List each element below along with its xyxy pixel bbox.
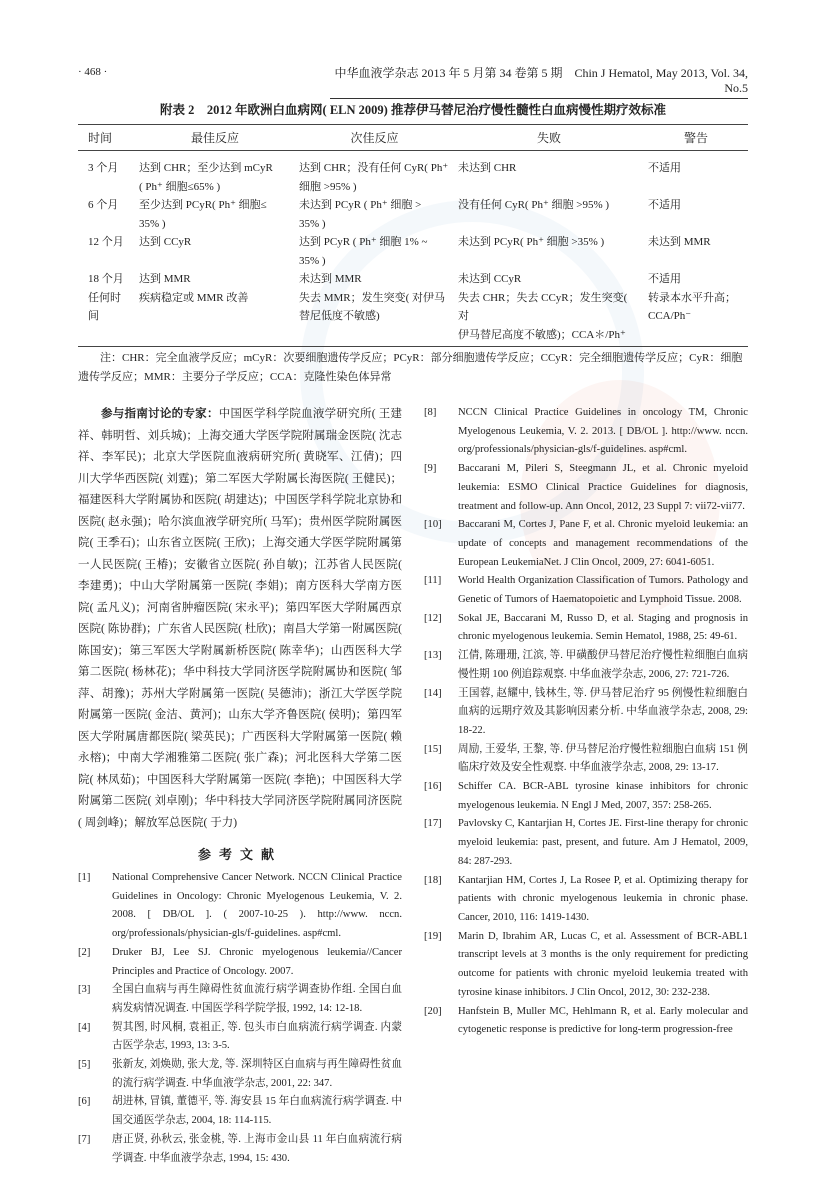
reference-text: 王国蓉, 赵耀中, 钱林生, 等. 伊马替尼治疗 95 例慢性粒细胞白血病的远期疗效及其影响因素分析. 中华血液学杂志, 2008, 29: 18-22. — [458, 687, 748, 736]
table-cell: 达到 PCyR ( Ph⁺ 细胞 1% ~ 35% ) — [299, 236, 428, 267]
table-cell: 不适用 — [648, 273, 681, 285]
table-cell: 达到 CHR；没有任何 CyR( Ph⁺ 细胞 >95% ) — [299, 162, 449, 193]
references-heading: 参考文献 — [197, 847, 282, 862]
reference-text: Druker BJ, Lee SJ. Chronic myelogenous leukemia//Cancer Principles and Practice of Oncology. 2007. — [112, 946, 402, 977]
reference-text: Sokal JE, Baccarani M, Russo D, et al. Staging and prognosis in chronic myelogenous leukemia. Semin Hematol, 1988, 25: 49-61. — [458, 612, 748, 643]
table-cell: 未达到 PCyR ( Ph⁺ 细胞 > 35% ) — [299, 199, 422, 230]
reference-text: 周励, 王爱华, 王黎, 等. 伊马替尼治疗慢性粒细胞白血病 151 例临床疗效及安全性观察. 中华血液学杂志, 2008, 29: 13-17. — [458, 743, 748, 774]
reference-item — [424, 572, 748, 609]
experts-label: 参与指南讨论的专家： — [101, 408, 219, 420]
reference-item — [424, 516, 748, 572]
reference-number: [8] — [424, 407, 437, 418]
reference-number: [16] — [424, 781, 442, 793]
reference-number: [9] — [424, 463, 437, 475]
table-cell: 18 个月 — [88, 273, 124, 285]
reference-item — [424, 685, 748, 741]
table-body — [78, 151, 748, 347]
reference-text: 张新友, 刘焕勋, 张大龙, 等. 深圳特区白血病与再生障碍性贫血的流行病学调查. 中华血液学杂志, 2001, 22: 347. — [112, 1059, 402, 1089]
reference-number: [11] — [424, 575, 442, 587]
table-cell: 未达到 MMR — [299, 273, 362, 285]
reference-item — [424, 778, 748, 815]
references-right-column — [424, 404, 748, 1040]
reference-text: 全国白血病与再生障碍性贫血流行病学调查协作组. 全国白血病发病情况调查. 中国医学科学院学报, 1992, 14: 12-18. — [112, 984, 402, 1014]
table-cell: 达到 CCyR — [139, 236, 192, 248]
table-row — [78, 151, 748, 197]
column-header: 次佳反应 — [295, 125, 454, 151]
reference-item — [424, 404, 748, 460]
reference-item — [78, 1019, 402, 1056]
reference-text: Baccarani M, Pileri S, Steegmann JL, et al. Chronic myeloid leukemia: ESMO Clinical Practice Guidelines for diagnosis, treatment and follow-up. Ann Oncol, 2012, 23 Suppl 7: vii72-vii77. — [458, 463, 748, 512]
reference-number: [7] — [78, 1133, 91, 1145]
reference-number: [13] — [424, 650, 442, 662]
reference-number: [6] — [78, 1096, 91, 1108]
reference-text: 贺其图, 时风桐, 袁祖正, 等. 包头市白血病流行病学调查. 内蒙古医学杂志, 1993, 13: 3-5. — [112, 1021, 402, 1052]
reference-number: [17] — [424, 818, 442, 830]
reference-text: Pavlovsky C, Kantarjian H, Cortes JE. First-line therapy for chronic myeloid leukemia: past, present, and future. Am J Hematol, 2009, 84: 287-293. — [458, 818, 748, 867]
table-cell: 未达到 PCyR( Ph⁺ 细胞 >35% ) — [458, 236, 605, 248]
table-cell: 3 个月 — [88, 162, 119, 174]
table-cell: 任何时间 — [88, 291, 121, 322]
reference-text: World Health Organization Classification of Tumors. Pathology and Genetic of Tumors of Haematopoietic and Lymphoid Tissue. 2008. — [458, 575, 748, 606]
response-criteria-table — [78, 124, 748, 347]
table-row — [78, 270, 748, 289]
reference-number: [18] — [424, 874, 442, 886]
table-note: 注：CHR：完全血液学反应；mCyR：次要细胞遗传学反应；PCyR：部分细胞遗传学反应；CCyR：完全细胞遗传学反应；CyR：细胞遗传学反应；MMR：主要分子学反应；CCA：克隆性染色体异常 — [78, 352, 743, 383]
reference-number: [2] — [78, 946, 91, 958]
table-cell: 不适用 — [648, 199, 681, 211]
reference-item — [424, 460, 748, 516]
table-row — [78, 196, 748, 233]
reference-item — [424, 1003, 748, 1040]
column-header: 警告 — [644, 125, 748, 151]
reference-text: Hanfstein B, Muller MC, Hehlmann R, et al. Early molecular and cytogenetic response is predictive for long-term progression-free — [458, 1005, 748, 1036]
table-cell: 达到 CHR；至少达到 mCyR ( Ph⁺ 细胞≤65% ) — [139, 162, 273, 193]
reference-text: Baccarani M, Cortes J, Pane F, et al. Chronic myeloid leukemia: an update of concepts and management recommendations of the European LeukemiaNet. J Clin Oncol, 2009, 27: 6041-6051. — [458, 519, 748, 568]
column-header: 时间 — [78, 125, 135, 151]
table-cell: 未达到 CCyR — [458, 273, 522, 285]
reference-number: [3] — [78, 984, 91, 996]
table-title: 附表 2 2012 年欧洲白血病网( ELN 2009) 推荐伊马替尼治疗慢性髓性白血病慢性期疗效标准 — [160, 103, 666, 117]
reference-text: Kantarjian HM, Cortes J, La Rosee P, et al. Optimizing therapy for patients with chronic myelogenous leukemia in chronic phase. Cancer, 2010, 116: 1419-1430. — [458, 874, 748, 923]
reference-item — [424, 928, 748, 1003]
reference-number: [19] — [424, 930, 442, 942]
experts-text: 中国医学科学院血液学研究所( 王建祥、韩明哲、刘兵城)；上海交通大学医学院附属瑞金医院( 沈志祥、李军民)；北京大学医院血液病研究所( 黄晓军、江倩)；四川大学华西医院( 刘霆)；第二军医大学附属长海医院( 王健民)；福建医科大学附属协和医院( 胡建达)；中国医学科学院北京协和医院( 赵永强)；哈尔滨血液学研究所( 马军)；贵州医学院附属医院( 王季石)；山东省立医院( 王欣)；上海交通大学医学院附属第一人民医院( 王椿)；安徽省立医院( 孙自敏)；江苏省人民医院( 李建勇)；中山大学附属第一医院( 李娟)；南方医科大学南方医院( 孟凡义)；河南省肿瘤医院( 宋永平)；第四军医大学附属西京医院( 陈协群)；广东省人民医院( 杜欣)；南昌大学第一附属医院( 陈国安)；第三军医大学附属新桥医院( 陈幸华)；山西医科大学第二医院( 杨林花)；华中科技大学同济医学院附属协和医院( 邹萍、胡豫)；苏州大学附属第一医院( 吴德沛)；浙江大学医学院附属第一医院( 金洁、黄河)；山东大学齐鲁医院( 侯明)；第四军医大学附属唐都医院( 梁英民)；广西医科大学附属第一医院( 赖永榕)；中南大学湘雅第二医院( 张广森)；河北医科大学第二医院( 林凤茹)；中国医科大学附属第一医院( 李艳)；中国医科大学附属第二医院( 刘卓刚)；华中科技大学同济医学院附属同济医院( 周剑峰)；解放军总医院( 于力) — [78, 408, 402, 829]
table-cell: 未达到 MMR — [648, 236, 711, 248]
table-row — [78, 233, 748, 270]
reference-item — [78, 1056, 402, 1093]
reference-text: 唐正贤, 孙秋云, 张金桃, 等. 上海市金山县 11 年白血病流行病学调查. 中华血液学杂志, 1994, 15: 430. — [112, 1133, 402, 1164]
reference-text: 胡进林, 冒镇, 董德平, 等. 海安县 15 年白血病流行病学调查. 中国交通医学杂志, 2004, 18: 114-115. — [112, 1096, 402, 1127]
reference-item — [78, 1093, 402, 1130]
table-row — [78, 289, 748, 347]
table-cell: 不适用 — [648, 162, 681, 174]
table-cell: 至少达到 PCyR( Ph⁺ 细胞≤ 35% ) — [139, 199, 267, 230]
table-cell: 失去 CHR；失去 CCyR；发生突变( 对 伊马替尼高度不敏感)；CCA＊/Ph⁺ — [458, 291, 628, 341]
reference-item — [424, 741, 748, 778]
left-column — [78, 404, 402, 1168]
table-cell: 疾病稳定或 MMR 改善 — [139, 291, 249, 304]
reference-text: Schiffer CA. BCR-ABL tyrosine kinase inhibitors for chronic myelogenous leukemia. N Engl J Med, 2007, 357: 258-265. — [458, 781, 748, 811]
reference-item — [78, 1131, 402, 1168]
column-header: 失败 — [454, 125, 644, 151]
table-cell: 未达到 CHR — [458, 162, 517, 174]
page-number: · 468 · — [78, 66, 108, 78]
reference-text: 江倩, 陈珊珊, 江滨, 等. 甲磺酸伊马替尼治疗慢性粒细胞白血病慢性期 100 例追踪观察. 中华血液学杂志, 2006, 27: 721-726. — [458, 650, 748, 680]
reference-item — [78, 869, 402, 944]
table-cell: 失去 MMR；发生突变( 对伊马 替尼低度不敏感) — [299, 291, 446, 322]
reference-number: [1] — [78, 872, 91, 883]
reference-number: [10] — [424, 519, 442, 531]
table-cell: 6 个月 — [88, 199, 119, 211]
table-cell: 没有任何 CyR( Ph⁺ 细胞 >95% ) — [458, 199, 610, 211]
reference-item — [78, 944, 402, 981]
reference-item — [78, 981, 402, 1018]
right-column — [424, 404, 748, 1168]
table-cell: 12 个月 — [88, 236, 124, 248]
reference-number: [20] — [424, 1005, 442, 1017]
reference-item — [424, 647, 748, 684]
table-cell: 达到 MMR — [139, 273, 191, 285]
reference-number: [14] — [424, 687, 442, 699]
references-left-column — [78, 869, 402, 1168]
reference-item — [424, 610, 748, 647]
experts-paragraph — [78, 404, 402, 834]
reference-number: [12] — [424, 612, 442, 624]
reference-number: [5] — [78, 1059, 91, 1071]
journal-header: 中华血液学杂志 2013 年 5 月第 34 卷第 5 期 Chin J Hematol, May 2013, Vol. 34, No.5 — [330, 64, 748, 99]
two-column-body — [78, 404, 748, 1168]
table-cell: 转录本水平升高； CCA/Ph⁻ — [648, 291, 736, 322]
reference-item — [424, 872, 748, 928]
table-header-row — [78, 125, 748, 151]
reference-text: Marin D, Ibrahim AR, Lucas C, et al. Assessment of BCR-ABL1 transcript levels at 3 months is the only requirement for predicting outcome for patients with chronic myeloid leukemia treated with tyrosine kinase inhibitors. J Clin Oncol, 2012, 30: 232-238. — [458, 930, 748, 998]
reference-text: National Comprehensive Cancer Network. NCCN Clinical Practice Guidelines in Oncology: Chronic Myelogenous Leukemia, V. 2. 2008. [ DB/OL ]. ( 2007-10-25 ). http://www. nccn. org/professionals/physician-gls/f-guidelines. asp#cml. — [112, 872, 402, 940]
running-header — [78, 62, 748, 95]
reference-number: [4] — [78, 1021, 91, 1033]
reference-text: NCCN Clinical Practice Guidelines in oncology TM, Chronic Myelogenous Leukemia, V. 2. 2013. [ DB/OL ]. http://www. nccn. org/professionals/physician-gls/f-guidelines. asp#cml. — [458, 407, 748, 456]
reference-number: [15] — [424, 743, 442, 755]
column-header: 最佳反应 — [135, 125, 295, 151]
reference-item — [424, 815, 748, 871]
